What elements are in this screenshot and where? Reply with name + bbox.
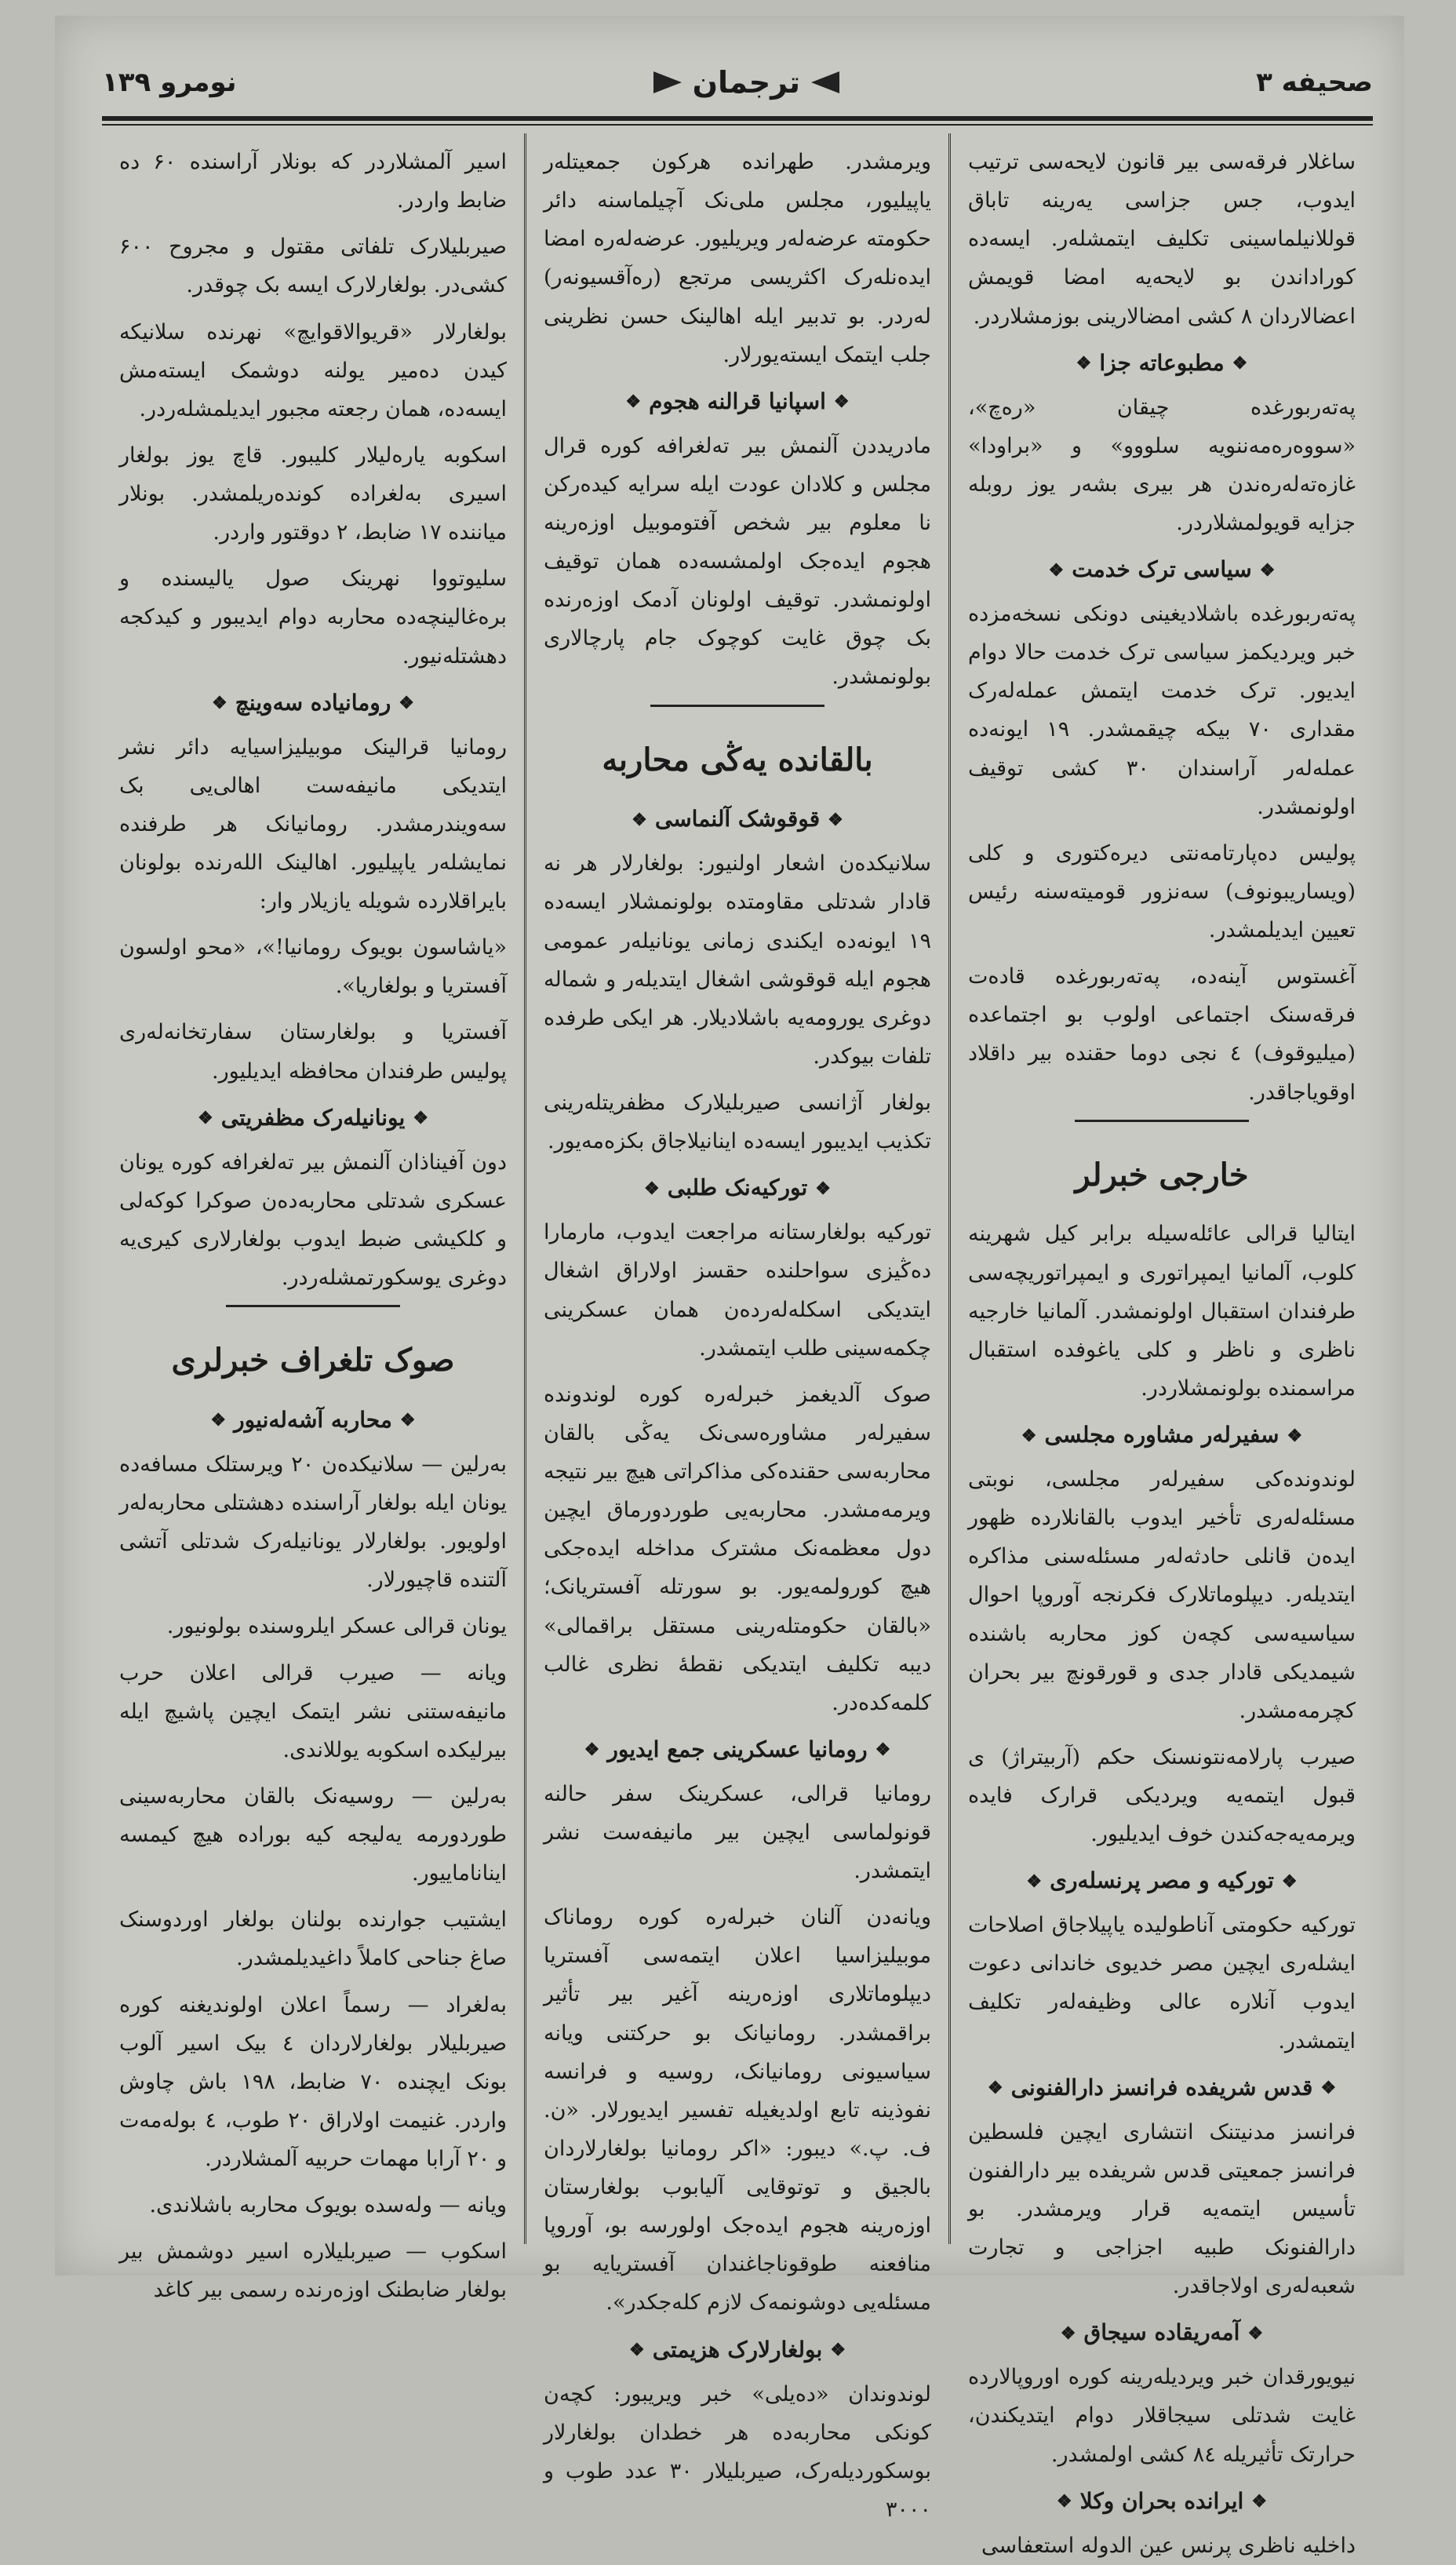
page-number: صحیفه ۳: [1256, 67, 1373, 98]
article-text: پولیس دەپارتامەنتی دیرەکتوری و کلی (ویساریبونوف) سەنزور قومیتەسنە رئیس تعیین ایدیلمشدر.: [968, 840, 1356, 943]
article-text: صیرب پارلامەنتونسنک حکم (آربیتراژ) ی قبول ایتمەیە ویردیکی قرارک فایدە ویرمەیەجەکندن خوف ایدیلیور.: [968, 1744, 1356, 1847]
article-heading: [544, 1730, 931, 1770]
column-left: [102, 133, 526, 2303]
article-item: [968, 550, 1356, 826]
article-item: [119, 143, 507, 220]
article-item: [119, 2186, 507, 2224]
article-item: [119, 559, 507, 675]
ornament-icon: ❖: [1232, 353, 1248, 374]
right-arrow-ornament-icon: [653, 71, 682, 93]
article-text: اسکوبە یارەلیلار کلیبور. قاچ یوز بولغار اسیری بەلغرادە کوندەریلمشدر. بونلار میانندە ۱۷ ضابط، ۲ دوقتور واردر.: [119, 443, 507, 545]
section-rule: [226, 1305, 400, 1307]
article-heading: [968, 1415, 1356, 1456]
section-heading: بالقاندە یەڭی محاربە: [602, 741, 873, 778]
ornament-icon: ❖: [628, 2340, 645, 2361]
ornament-icon: ❖: [212, 693, 228, 714]
article-heading: [119, 683, 507, 723]
article-item: [119, 1013, 507, 1090]
article-text: ویرمشدر. طهراندە هرکون جمعیتلەر یاپیلیور، مجلس ملی‌نک آچیلماسنە دائر حکومتە عرضەلەر ویریلیور. عرضەلەرە امضا ایدەنلەرک اکثریسی مرتجع (رەآقسیونەر) لەردر. بو تدبیر ایلە اهالینک حسن نظرینی جلب ایتمک ایستەیورلار.: [544, 150, 931, 367]
section-heading: صوک تلغراف خبرلری: [171, 1342, 455, 1379]
article-text: اسیر آلمشلاردر کە بونلار آراسندە ۶۰ دە ضابط واردر.: [119, 150, 507, 213]
article-heading-text: یونانیلەرک مظفریتی: [220, 1104, 406, 1131]
article-text: دون آفیناذان آلنمش بیر تەلغرافە کورە یونان عسکری شدتلی محاربەدەن صوکرا کوکەلی و کلکیشی ضبط ایدوب بولغارلاری کیری‌یە دوغری یوسکورتمشلەردر.: [119, 1150, 507, 1291]
newspaper-title: [653, 65, 839, 100]
ornament-icon: ❖: [1320, 2078, 1337, 2099]
article-text: ویانە — صیرب قرالی اعلان حرب مانیفەستنی نشر ایتمک ایچین پاشیچ ایلە بیرلیکدە اسکوبە یوللاندی.: [119, 1660, 507, 1762]
article-item: [119, 683, 507, 921]
article-text: فرانسز مدنیتنک انتشاری ایچین فلسطین فرانسز جمعیتی قدس شریفدە بیر دارالفنون تأسیس ایتمەیە قرار ویرمشدر. بو دارالفنونک طبیە اجزاجی و تجارت شعبەلەری اولاجاقدر.: [968, 2119, 1356, 2299]
article-item: [119, 1099, 507, 1297]
article-text: بولغار آژانسی صیربلیلارک مظفریتلەرینی تکذیب ایدیبور ایسەدە اینانیلاجاق بکزەمەیور.: [544, 1091, 931, 1154]
article-item: [119, 928, 507, 1005]
article-text: یونان قرالی عسکر ایلروسندە بولونیور.: [166, 1614, 507, 1639]
article-item: [544, 800, 931, 1076]
article-text: تورکیە حکومتی آناطولیدە یاپیلاجاق اصلاحات ایشلەری ایچین مصر خدیوی خاندانی دعوت ایدوب آنلارە عالی وظیفەلەر تکلیف ایتمشدر.: [968, 1913, 1356, 2053]
ornament-icon: ❖: [399, 693, 415, 714]
ornament-icon: ❖: [828, 809, 843, 830]
article-text: نیویورقدان خبر ویردیلەرینە کورە اوروپالاردە غایت شدتلی سیجاقلار دوام ایتدیکندن، حرارتک تأثیریلە ۸٤ کشی اولمشدر.: [968, 2365, 1356, 2467]
section-rule: [1075, 1120, 1249, 1122]
article-text: ایتالیا قرالی عائلەسیلە برابر کیل شهرینە کلوب، آلمانیا ایمپراتوری و ایمپراتوریچەسی طرفندان استقبال اولونمشدر. آلمانیا خارجیە ناظری و ناظر و کلی یاغوفدە استقبال مراسمندە بولونمشلاردر.: [968, 1222, 1356, 1401]
article-text: ویانەدن آلنان خبرلەرە کورە روماناک موبیلیزاسیا اعلان ایتمەسی آفستریا دیپلوماتلاری اوزەرینە آغیر بیر تأثیر براقمشدر. رومانیانک بو حرکتنی ویانە سیاسیونی رومانیانک، روسیە و فرانسە نفوذینە تابع اولدیغیلە تفسیر ایدیورلار. «ن. ف. پ.» دیبور: «اکر رومانیا بولغارلاردان بالجیق و توتوقایی آلیابوب بولغارستان اوزەرینە هجوم ایدەجک اولورسە بو، آوروپا منافعنە طوقوناجاغندان آفستریایە بو مسئلەیی دوشونمەک لازم کلەجکدر».: [544, 1905, 931, 2315]
ornament-icon: ❖: [197, 1108, 213, 1129]
title-text: ترجمان: [692, 65, 801, 100]
article-heading-text: قوقوشک آلنماسی: [654, 806, 821, 833]
article-item: [544, 2330, 931, 2529]
article-text: ایشتیب جوارندە بولنان بولغار اوردوسنک صاغ جناحی کاملاً داغیدیلمشدر.: [119, 1907, 507, 1971]
article-text: لوندوندان «دەیلی» خبر ویریبور: کچەن کونکی محاربەدە هر خطدان بولغارلار بوسکوردیلەرک، صیربلیلار ۳۰ عدد طوب و ۳۰۰۰: [544, 2381, 931, 2522]
article-text: لوندونده‌کی سفیرلەر مجلسی، نوبتی مسئلەلەری تأخیر ایدوب بالقانلاردە ظهور ایدەن قانلی حادثەلەر مسئلەسنی مذاکرە ایتدیلەر. دیپلوماتلارک فکرنجە آوروپا احوال سیاسیەسی کچەن کوز محاربە باشندە شیمدیکی قادار جدی و قورقونچ بیر بحران کچرمەمشدر.: [968, 1467, 1356, 1723]
ornament-icon: ❖: [1056, 2491, 1072, 2512]
article-text: مادریددن آلنمش بیر تەلغرافە کورە قرال مجلس و کلادان عودت ایلە سرایە کیدەرکن نا معلوم بیر شخص آفتوموبیل اوزەرینە هجوم ایدەجک اولمشسەدە همان توقیف اولونمشدر. توقیف اولونان آدمک اوزەرندە بک چوق غایت کوچوک جام پارچالاری بولونمشدر.: [544, 433, 931, 690]
ornament-icon: ❖: [399, 1410, 416, 1431]
ornament-icon: ❖: [210, 1410, 227, 1431]
article-text: پەتەربورغدە چیقان «رەچ»، «سووەرەمەننویە سلووو» و «براودا» غازەتەلەرەندن هر بیری بشەر یوز روبلە جزایە قویولمشلاردر.: [968, 395, 1356, 535]
article-text: آفستریا و بولغارستان سفارتخانەلەری پولیس طرفندان محافظە ایدیلیور.: [119, 1020, 507, 1084]
article-heading: [968, 1861, 1356, 1901]
article-item: [119, 2232, 507, 2309]
article-heading: [544, 800, 931, 840]
article-heading: [119, 1401, 507, 1441]
article-text: ساغلار فرقەسی بیر قانون لایحەسی ترتیب ایدوب، جس جزاسی یەرینە تاباق قوللانیلماسینی تکلیف ایتمشلەر. ایسەدە کوراداندن بو لایحەیە امضا قویمش اعضالاردان ۸ کشی امضالارینی بوزمشلاردر.: [968, 150, 1356, 329]
article-text: آغستوس آینەدە، پەتەربورغدە قادەت فرقەسنک اجتماعی اولوب بو اجتماعدە (میلیوقوف) ٤ نجی دوما حقندە بیر داقلاد اوقویاجاقدر.: [968, 964, 1356, 1105]
ornament-icon: ❖: [987, 2078, 1003, 2099]
article-item: [544, 1375, 931, 1722]
ornament-icon: ❖: [833, 392, 850, 413]
article-text: بەرلین — سلانیکدەن ۲۰ ویرستلک مسافەدە یونان ایلە بولغار آراسندە دهشتلی محاربەلەر اولویور. بولغارلار یونانیلەرک شدتلی آتشی آلتندە قاچیورلار.: [119, 1452, 507, 1593]
ornament-icon: ❖: [1060, 2323, 1076, 2344]
article-item: [544, 143, 931, 374]
ornament-icon: ❖: [413, 1108, 429, 1129]
article-heading-text: اسپانیا قرالنە هجوم: [649, 388, 826, 414]
article-heading-text: مطبوعاتە جزا: [1099, 349, 1225, 376]
article-item: [968, 957, 1356, 1112]
section-heading: خارجی خبرلر: [1075, 1156, 1249, 1193]
article-heading: [968, 550, 1356, 590]
article-text: پەتەربورغدە باشلادیغینی دونکی نسخەمزدە خبر ویردیکمز سیاسی ترک خدمت حالا دوام ایدیور. ترک خدمت ایتمش عملەلەرک مقداری ۷۰ بیکە چیقمشدر. ۱۹ ایونەدە عملەلەر آراسندان ۳۰ کشی توقیف اولونمشدر.: [968, 602, 1356, 819]
article-heading-text: سفیرلەر مشاورە مجلسی: [1044, 1422, 1279, 1448]
article-item: [119, 228, 507, 304]
article-heading-text: قدس شریفدە فرانسز دارالفنونی: [1010, 2074, 1313, 2100]
article-text: تورکیە بولغارستانە مراجعت ایدوب، مارمارا دەڭیزی سواحلندە حقسز اولاراق اشغال ایتدیکی اسکلەلەردەن همان عسکرینی چکمەسینی طلب ایتمشدر.: [544, 1220, 931, 1361]
article-heading: [544, 382, 931, 422]
article-item: [968, 1738, 1356, 1853]
ornament-icon: ❖: [625, 392, 642, 413]
ornament-icon: ❖: [1259, 559, 1276, 581]
header-rule-thin: [102, 124, 1373, 126]
article-heading: [968, 2313, 1356, 2353]
ornament-icon: ❖: [1281, 1871, 1298, 1892]
article-item: [119, 1654, 507, 1769]
article-text: «یاشاسون بویوک رومانیا!»، «محو اولسون آفستریا و بولغاریا».: [119, 935, 507, 999]
ornament-icon: ❖: [1076, 353, 1092, 374]
ornament-icon: ❖: [1026, 1871, 1043, 1892]
article-text: صیربلیلارک تلفاتی مقتول و مجروح ۶۰۰ کشی‌در. بولغارلارک ایسە بک چوقدر.: [119, 235, 507, 298]
article-item: [968, 1215, 1356, 1408]
article-heading: [968, 344, 1356, 384]
article-text: سلیوتووا نهرینک صول یالیسندە و برەغالینچەدە محاربە دوام ایدیبور و کیدکجە دهشتلەنیور.: [119, 567, 507, 669]
article-text: بولغارلار «قریوالاقوایچ» نهرندە سلانیکە کیدن دەمیر یولنە دوشمک ایستەمش ایسەدە، همان رجعتە مجبور ایدیلمشلەردر.: [119, 319, 507, 421]
article-item: [544, 1730, 931, 1890]
article-text: بەرلین — روسیەنک بالقان محاربەسینی طوردورمە یەلیجە کیه بوراده هیچ کیمسە ایناناماییور.: [119, 1783, 507, 1886]
article-text: صوک آلدیغمز خبرلەرە کورە لوندونده سفیرلەر مشاورەسی‌نک یەڭی بالقان محاربەسی حقندە‌کی مذاکراتی هیچ بیر نتیجە ویرمەمشدر. محاربەیی طوردورماق ایچین دول معظمەنک مشترک مداخلە ایدەجکی هیچ کورولمەیور. بو سورتلە آفستریانک؛ «بالقان حکومتلەرینی مستقل براقمالی» دیبە تکلیف ایتدیکی نقطۀ نظری غالب کلمەکدەدر.: [544, 1382, 931, 1715]
article-text: رومانیا قرالی، عسکرینک سفر حالنە قونولماسی ایچین بیر مانیفەست نشر ایتمشدر.: [544, 1781, 931, 1884]
article-item: [968, 2482, 1356, 2565]
newspaper-page: [55, 16, 1404, 2558]
ornament-icon: ❖: [1048, 559, 1065, 581]
article-heading-text: آمەریقادە سیجاق: [1083, 2319, 1240, 2346]
article-item: [544, 382, 931, 697]
article-item: [119, 1777, 507, 1893]
article-heading-text: سیاسی ترک خدمت: [1072, 556, 1252, 583]
ornament-icon: ❖: [584, 1740, 600, 1761]
article-heading-text: رومانیا عسکرینی جمع ایدیور: [607, 1736, 868, 1762]
article-heading-text: رومانیادە سەوینچ: [235, 689, 391, 716]
article-item: [968, 2313, 1356, 2473]
article-item: [119, 1607, 507, 1645]
ornament-icon: ❖: [632, 809, 647, 830]
article-item: [544, 1168, 931, 1367]
article-item: [119, 436, 507, 552]
article-item: [119, 1986, 507, 2179]
ornament-icon: ❖: [1247, 2323, 1264, 2344]
article-item: [968, 344, 1356, 542]
article-heading-text: ایراندە بحران وکلا: [1079, 2487, 1244, 2514]
article-text: داخلیە ناظری پرنس عین الدولە استعفاسی: [981, 2533, 1356, 2558]
article-item: [119, 1900, 507, 1977]
article-item: [968, 834, 1356, 949]
article-heading-text: تورکیە و مصر پرنسلەری: [1050, 1867, 1274, 1894]
ornament-icon: ❖: [875, 1740, 891, 1761]
article-text: ویانە — ولەسدە بویوک محاربە باشلاندی.: [149, 2193, 507, 2218]
article-item: [968, 1861, 1356, 2060]
article-heading-text: بولغارلارک هزیمتی: [652, 2336, 823, 2363]
column-middle: [526, 133, 951, 2522]
header-rule: [102, 116, 1373, 121]
ornament-icon: ❖: [1251, 2491, 1268, 2512]
ornament-icon: ❖: [815, 1178, 831, 1199]
column-right: [951, 133, 1373, 2558]
article-item: [119, 313, 507, 428]
article-heading-text: تورکیەنک طلبی: [667, 1175, 808, 1201]
article-text: سلانیکدەن اشعار اولنیور: بولغارلار هر نە قادار شدتلی مقاومتدە بولونمشلار ایسەدە ۱۹ ایونەدە ایکندی زمانی یونانیلەر عمومی هجوم ایلە قوقوشی اشغال ایتدیلەر و شمالە دوغری یورومەیە باشلادیلار. هر ایکی طرفدە تلفات بیوکدر.: [544, 851, 931, 1069]
section-rule: [650, 705, 824, 707]
article-heading: [544, 2330, 931, 2370]
ornament-icon: ❖: [830, 2340, 846, 2361]
ornament-icon: ❖: [1021, 1425, 1037, 1446]
issue-number: نومرو ۱۳۹: [102, 67, 237, 98]
article-text: اسکوب — صیربلیلارە اسیر دوشمش بیر بولغار ضابطنک اوزەرندە رسمی بیر کاغد: [119, 2239, 507, 2303]
article-heading: [544, 1168, 931, 1208]
article-heading-text: محاربە آشەلەنیور: [234, 1406, 392, 1433]
masthead: [102, 51, 1373, 114]
article-heading: [968, 2068, 1356, 2108]
ornament-icon: ❖: [1287, 1425, 1303, 1446]
article-item: [544, 1898, 931, 2322]
article-item: [968, 2068, 1356, 2306]
article-item: [968, 1415, 1356, 1730]
ornament-icon: ❖: [644, 1178, 660, 1199]
article-heading: [119, 1099, 507, 1139]
article-text: بەلغراد — رسماً اعلان اولوندیغنە کورە صیربلیلار بولغارلاردان ٤ بیک اسیر آلوب بونک ایچندە ۷۰ ضابط، ۱۹۸ باش چاوش واردر. غنیمت اولاراق ۲۰ طوب، ٤ بولەمەت و ۲۰ آرابا مهمات حربیە آلمشلاردر.: [119, 1992, 508, 2172]
left-arrow-ornament-icon: [811, 71, 839, 93]
article-item: [544, 1084, 931, 1160]
article-item: [968, 143, 1356, 336]
article-text: رومانیا قرالینک موبیلیزاسیایە دائر نشر ایتدیکی مانیفەست اهالی‌یی بک سەویندرمشدر. رومانیانک هر طرفندە نمایشلەر یاپیلیور. اهالینک اللەرندە بولونان بایراقلاردە شویلە یازیلار وار:: [119, 734, 507, 914]
article-heading: [968, 2482, 1356, 2522]
columns: [102, 133, 1373, 2558]
article-item: [119, 1401, 507, 1599]
